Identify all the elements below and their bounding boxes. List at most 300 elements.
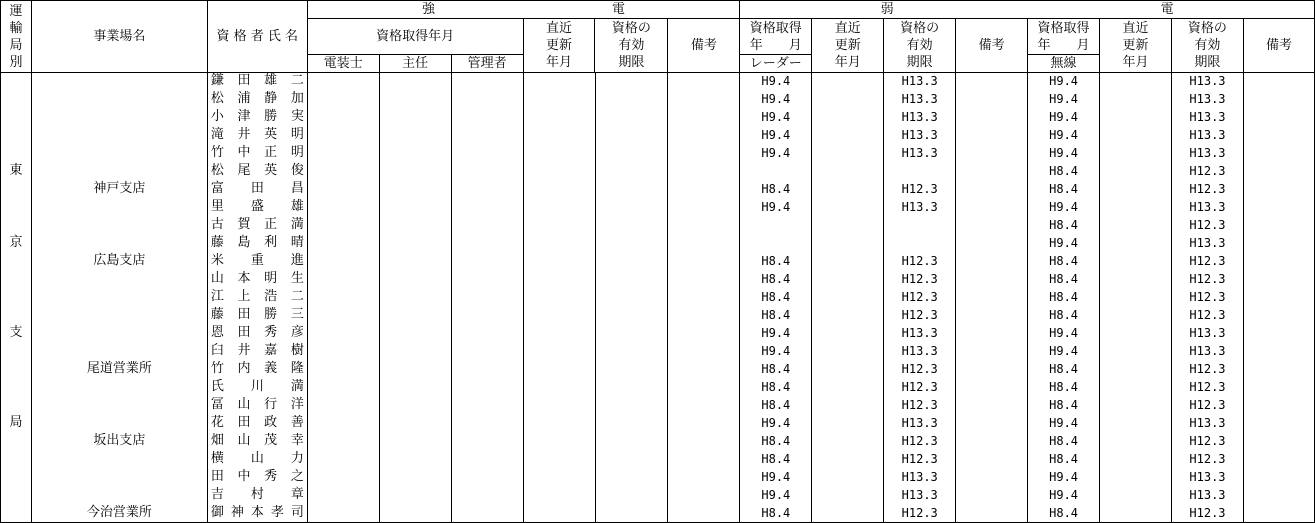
strong-cell — [668, 216, 740, 234]
radar-remark-cell — [956, 360, 1028, 378]
bureau-cell — [1, 126, 32, 144]
wireless-renew-cell — [1100, 378, 1172, 396]
radar-remark-cell — [956, 342, 1028, 360]
wireless-remark-cell — [1243, 108, 1314, 126]
strong-cell — [451, 162, 523, 180]
office-cell — [31, 270, 207, 288]
wireless-remark-cell — [1243, 450, 1314, 468]
radar-renew-cell — [812, 306, 884, 324]
radar-remark-cell — [956, 144, 1028, 162]
strong-cell — [523, 162, 595, 180]
office-cell — [31, 396, 207, 414]
strong-cell — [668, 108, 740, 126]
strong-cell — [523, 216, 595, 234]
office-header: 事業場名 — [31, 1, 207, 73]
wireless-acquired-cell: H8.4 — [1028, 306, 1100, 324]
strong-renew-header: 直近 更新 年月 — [523, 19, 595, 73]
table-row — [1, 180, 1315, 198]
strong-cell — [307, 198, 379, 216]
radar-renew-cell — [812, 216, 884, 234]
wireless-renew-cell — [1100, 234, 1172, 252]
wireless-renew-cell — [1100, 180, 1172, 198]
strong-cell — [523, 126, 595, 144]
radar-acquired-cell: H9.4 — [740, 72, 812, 90]
radar-acquired-cell: H9.4 — [740, 342, 812, 360]
strong-cell — [451, 342, 523, 360]
radar-renew-cell — [812, 72, 884, 90]
wireless-renew-cell — [1100, 72, 1172, 90]
wireless-acquired-cell: H8.4 — [1028, 216, 1100, 234]
strong-cell — [307, 108, 379, 126]
qualifier-name: 畑山茂幸 — [207, 432, 307, 450]
strong-cell — [451, 324, 523, 342]
strong-cell — [307, 432, 379, 450]
strong-cell — [451, 468, 523, 486]
qualifier-name: 松浦静加 — [207, 90, 307, 108]
strong-cell — [668, 234, 740, 252]
wireless-valid-cell: H12.3 — [1171, 288, 1243, 306]
bureau-cell — [1, 180, 32, 198]
strong-cell — [379, 144, 451, 162]
wireless-renew-cell — [1100, 504, 1172, 523]
radar-valid-cell: H13.3 — [884, 90, 956, 108]
qualifier-name: 竹中正明 — [207, 144, 307, 162]
qualifier-name: 古賀正満 — [207, 216, 307, 234]
strong-cell — [523, 270, 595, 288]
wireless-valid-cell: H13.3 — [1171, 108, 1243, 126]
strong-cell — [523, 234, 595, 252]
wireless-valid-cell: H12.3 — [1171, 396, 1243, 414]
wireless-valid-cell: H13.3 — [1171, 144, 1243, 162]
table-row — [1, 450, 1315, 468]
qualifier-name: 鎌田雄二 — [207, 72, 307, 90]
wireless-valid-cell: H12.3 — [1171, 180, 1243, 198]
bureau-cell — [1, 504, 32, 523]
radar-renew-cell — [812, 162, 884, 180]
strong-cell — [307, 288, 379, 306]
strong-remark-header: 備考 — [668, 19, 740, 73]
strong-cell — [451, 216, 523, 234]
strong-cell — [451, 270, 523, 288]
wireless-renew-cell — [1100, 288, 1172, 306]
wireless-renew-cell — [1100, 162, 1172, 180]
strong-cell — [523, 180, 595, 198]
strong-cell — [668, 432, 740, 450]
table-row — [1, 486, 1315, 504]
office-cell: 今治営業所 — [31, 504, 207, 523]
bureau-cell — [1, 72, 32, 90]
office-cell: 坂出支店 — [31, 432, 207, 450]
qualifier-name: 米重進 — [207, 252, 307, 270]
radar-acquired-cell: H9.4 — [740, 486, 812, 504]
wireless-remark-cell — [1243, 360, 1314, 378]
strong-cell — [307, 126, 379, 144]
wireless-remark-cell — [1243, 504, 1314, 523]
chief-header: 主任 — [379, 55, 451, 73]
strong-cell — [523, 144, 595, 162]
qualifier-name: 藤島利晴 — [207, 234, 307, 252]
strong-cell — [451, 72, 523, 90]
radar-remark-cell — [956, 216, 1028, 234]
strong-cell — [307, 180, 379, 198]
table-row — [1, 324, 1315, 342]
wireless-remark-cell — [1243, 234, 1314, 252]
table-row — [1, 144, 1315, 162]
strong-cell — [379, 270, 451, 288]
strong-cell — [379, 180, 451, 198]
wireless-remark-cell — [1243, 324, 1314, 342]
strong-cell — [523, 450, 595, 468]
wireless-renew-cell — [1100, 468, 1172, 486]
radar-valid-cell: H12.3 — [884, 450, 956, 468]
strong-cell — [668, 324, 740, 342]
radar-remark-cell — [956, 198, 1028, 216]
strong-cell — [451, 396, 523, 414]
radar-renew-cell — [812, 414, 884, 432]
table-row — [1, 162, 1315, 180]
wireless-remark-cell — [1243, 414, 1314, 432]
strong-cell — [379, 468, 451, 486]
wireless-acquired-cell: H9.4 — [1028, 324, 1100, 342]
wireless-acquired-header: 資格取得 年 月 無線 — [1028, 19, 1100, 73]
wireless-acquired-cell: H8.4 — [1028, 396, 1100, 414]
qualifier-name: 田中秀之 — [207, 468, 307, 486]
strong-cell — [595, 144, 668, 162]
radar-renew-cell — [812, 360, 884, 378]
wireless-acquired-cell: H9.4 — [1028, 198, 1100, 216]
radar-renew-cell — [812, 378, 884, 396]
radar-valid-cell: H13.3 — [884, 108, 956, 126]
radar-remark-cell — [956, 288, 1028, 306]
wireless-remark-cell — [1243, 396, 1314, 414]
radar-acquired-cell: H9.4 — [740, 126, 812, 144]
strong-cell — [451, 414, 523, 432]
strong-cell — [668, 252, 740, 270]
wireless-acquired-cell: H9.4 — [1028, 72, 1100, 90]
strong-cell — [451, 504, 523, 523]
strong-cell — [379, 72, 451, 90]
strong-cell — [668, 378, 740, 396]
strong-cell — [451, 90, 523, 108]
strong-cell — [668, 288, 740, 306]
strong-cell — [379, 306, 451, 324]
strong-cell — [379, 108, 451, 126]
radar-renew-cell — [812, 432, 884, 450]
wireless-acquired-cell: H8.4 — [1028, 270, 1100, 288]
strong-cell — [595, 342, 668, 360]
strong-cell — [307, 270, 379, 288]
wireless-remark-cell — [1243, 432, 1314, 450]
strong-cell — [595, 378, 668, 396]
strong-cell — [595, 216, 668, 234]
strong-cell — [595, 360, 668, 378]
radar-acquired-cell: H9.4 — [740, 198, 812, 216]
strong-cell — [668, 486, 740, 504]
strong-cell — [307, 216, 379, 234]
strong-cell — [668, 414, 740, 432]
office-cell — [31, 324, 207, 342]
wireless-renew-cell — [1100, 396, 1172, 414]
radar-acquired-cell: H8.4 — [740, 180, 812, 198]
strong-cell — [595, 306, 668, 324]
wireless-renew-cell — [1100, 126, 1172, 144]
wireless-valid-cell: H13.3 — [1171, 342, 1243, 360]
electrician-header: 電装士 — [307, 55, 379, 73]
qualifier-name: 横山力 — [207, 450, 307, 468]
wireless-acquired-cell: H9.4 — [1028, 90, 1100, 108]
table-row — [1, 468, 1315, 486]
wireless-remark-cell — [1243, 180, 1314, 198]
radar-acquired-cell: H8.4 — [740, 288, 812, 306]
wireless-remark-cell — [1243, 162, 1314, 180]
wireless-acquired-cell: H8.4 — [1028, 252, 1100, 270]
strong-cell — [307, 504, 379, 523]
strong-cell — [307, 144, 379, 162]
strong-cell — [595, 504, 668, 523]
office-cell: 広島支店 — [31, 252, 207, 270]
wireless-renew-cell — [1100, 252, 1172, 270]
qualifier-name: 小津勝実 — [207, 108, 307, 126]
strong-cell — [668, 450, 740, 468]
manager-header: 管理者 — [451, 55, 523, 73]
wireless-valid-cell: H12.3 — [1171, 252, 1243, 270]
radar-valid-header: 資格の 有効 期限 — [884, 19, 956, 73]
office-cell — [31, 126, 207, 144]
radar-valid-cell: H12.3 — [884, 288, 956, 306]
wireless-valid-cell: H12.3 — [1171, 306, 1243, 324]
wireless-renew-cell — [1100, 144, 1172, 162]
strong-cell — [668, 360, 740, 378]
radar-renew-cell — [812, 180, 884, 198]
strong-cell — [668, 396, 740, 414]
radar-valid-cell: H13.3 — [884, 72, 956, 90]
wireless-acquired-cell: H9.4 — [1028, 144, 1100, 162]
strong-cell — [668, 126, 740, 144]
radar-renew-cell — [812, 288, 884, 306]
wireless-remark-cell — [1243, 270, 1314, 288]
strong-cell — [379, 360, 451, 378]
strong-cell — [307, 324, 379, 342]
strong-cell — [523, 72, 595, 90]
table-row — [1, 504, 1315, 523]
bureau-header: 運 輸 局 別 — [1, 1, 32, 73]
strong-cell — [451, 450, 523, 468]
strong-cell — [595, 432, 668, 450]
radar-remark-cell — [956, 108, 1028, 126]
wireless-acquired-cell: H9.4 — [1028, 342, 1100, 360]
wireless-renew-cell — [1100, 432, 1172, 450]
table-row — [1, 198, 1315, 216]
radar-valid-cell: H13.3 — [884, 198, 956, 216]
bureau-cell — [1, 270, 32, 288]
strong-cell — [523, 468, 595, 486]
wireless-remark-cell — [1243, 342, 1314, 360]
radar-remark-cell — [956, 234, 1028, 252]
strong-cell — [523, 90, 595, 108]
radar-renew-cell — [812, 198, 884, 216]
strong-cell — [523, 252, 595, 270]
radar-valid-cell: H12.3 — [884, 378, 956, 396]
strong-cell — [523, 378, 595, 396]
office-cell — [31, 414, 207, 432]
strong-cell — [595, 198, 668, 216]
qualifier-header: 資 格 者 氏 名 — [207, 1, 307, 73]
radar-valid-cell — [884, 234, 956, 252]
radar-renew-cell — [812, 486, 884, 504]
wireless-renew-cell — [1100, 450, 1172, 468]
strong-cell — [451, 432, 523, 450]
radar-remark-cell — [956, 306, 1028, 324]
wireless-valid-cell: H12.3 — [1171, 270, 1243, 288]
strong-cell — [523, 288, 595, 306]
strong-cell — [379, 252, 451, 270]
strong-cell — [379, 378, 451, 396]
strong-cell — [307, 360, 379, 378]
radar-acquired-cell: H8.4 — [740, 432, 812, 450]
wireless-valid-cell: H12.3 — [1171, 378, 1243, 396]
bureau-cell — [1, 216, 32, 234]
wireless-valid-cell: H13.3 — [1171, 126, 1243, 144]
office-cell — [31, 288, 207, 306]
strong-cell — [307, 162, 379, 180]
table-row — [1, 396, 1315, 414]
radar-acquired-cell: H8.4 — [740, 360, 812, 378]
strong-cell — [523, 360, 595, 378]
wireless-renew-cell — [1100, 306, 1172, 324]
radar-acquired-cell: H8.4 — [740, 306, 812, 324]
wireless-remark-cell — [1243, 126, 1314, 144]
strong-cell — [379, 234, 451, 252]
radar-valid-cell: H13.3 — [884, 342, 956, 360]
radar-renew-cell — [812, 324, 884, 342]
radar-valid-cell — [884, 162, 956, 180]
bureau-cell — [1, 288, 32, 306]
strong-cell — [451, 306, 523, 324]
strong-valid-header: 資格の 有効 期限 — [595, 19, 668, 73]
wireless-remark-cell — [1243, 144, 1314, 162]
wireless-renew-cell — [1100, 270, 1172, 288]
qualifier-name: 江上浩二 — [207, 288, 307, 306]
table-row — [1, 360, 1315, 378]
strong-cell — [451, 180, 523, 198]
radar-valid-cell: H13.3 — [884, 324, 956, 342]
strong-cell — [379, 288, 451, 306]
radar-acquired-cell: H8.4 — [740, 504, 812, 523]
office-cell — [31, 144, 207, 162]
radar-acquired-cell: H9.4 — [740, 324, 812, 342]
strong-cell — [451, 360, 523, 378]
radar-renew-header: 直近 更新 年月 — [812, 19, 884, 73]
wireless-remark-cell — [1243, 306, 1314, 324]
strong-cell — [451, 126, 523, 144]
bureau-cell — [1, 378, 32, 396]
wireless-acquired-cell: H8.4 — [1028, 360, 1100, 378]
radar-acquired-cell — [740, 162, 812, 180]
wireless-remark-cell — [1243, 468, 1314, 486]
strong-cell — [668, 270, 740, 288]
table-row — [1, 216, 1315, 234]
radar-acquired-cell — [740, 216, 812, 234]
qualifier-name: 里盛雄 — [207, 198, 307, 216]
radar-valid-cell: H13.3 — [884, 144, 956, 162]
wireless-acquired-cell: H8.4 — [1028, 432, 1100, 450]
strong-cell — [451, 234, 523, 252]
qualifier-name: 滝井英明 — [207, 126, 307, 144]
strong-cell — [379, 504, 451, 523]
strong-cell — [668, 72, 740, 90]
qualifier-name: 藤田勝三 — [207, 306, 307, 324]
strong-cell — [668, 306, 740, 324]
wireless-remark-header: 備考 — [1243, 19, 1314, 73]
radar-renew-cell — [812, 270, 884, 288]
qualifier-name: 恩田秀彦 — [207, 324, 307, 342]
table-row — [1, 126, 1315, 144]
radar-acquired-cell: H9.4 — [740, 108, 812, 126]
wireless-renew-cell — [1100, 198, 1172, 216]
radar-acquired-cell: H9.4 — [740, 90, 812, 108]
office-cell — [31, 234, 207, 252]
strong-cell — [595, 108, 668, 126]
qualifier-name: 臼井嘉樹 — [207, 342, 307, 360]
roster-table — [0, 72, 1315, 523]
strong-cell — [379, 396, 451, 414]
strong-cell — [523, 432, 595, 450]
strong-cell — [307, 234, 379, 252]
strong-cell — [379, 450, 451, 468]
table-row — [1, 72, 1315, 90]
strong-cell — [595, 90, 668, 108]
radar-renew-cell — [812, 234, 884, 252]
strong-cell — [523, 414, 595, 432]
qualifier-name: 氏川満 — [207, 378, 307, 396]
strong-cell — [451, 378, 523, 396]
bureau-cell — [1, 450, 32, 468]
qualifier-name: 御神本孝司 — [207, 504, 307, 523]
wireless-renew-cell — [1100, 414, 1172, 432]
radar-valid-cell: H12.3 — [884, 306, 956, 324]
strong-cell — [595, 270, 668, 288]
radar-valid-cell: H12.3 — [884, 396, 956, 414]
radar-renew-cell — [812, 396, 884, 414]
wireless-remark-cell — [1243, 378, 1314, 396]
radar-valid-cell: H12.3 — [884, 270, 956, 288]
wireless-acquired-cell: H9.4 — [1028, 486, 1100, 504]
radar-valid-cell: H12.3 — [884, 252, 956, 270]
strong-cell — [595, 72, 668, 90]
radar-remark-cell — [956, 90, 1028, 108]
bureau-cell: 京 — [1, 234, 32, 252]
wireless-valid-cell: H13.3 — [1171, 198, 1243, 216]
radar-acquired-cell: H8.4 — [740, 396, 812, 414]
strong-cell — [595, 252, 668, 270]
office-cell — [31, 198, 207, 216]
strong-cell — [595, 162, 668, 180]
header-table — [0, 0, 1315, 73]
strong-cell — [379, 126, 451, 144]
radar-valid-cell: H13.3 — [884, 486, 956, 504]
strong-cell — [668, 180, 740, 198]
radar-renew-cell — [812, 504, 884, 523]
radar-remark-cell — [956, 432, 1028, 450]
strong-cell — [668, 162, 740, 180]
table-row — [1, 306, 1315, 324]
radar-valid-cell: H12.3 — [884, 180, 956, 198]
wireless-valid-cell: H12.3 — [1171, 504, 1243, 523]
radar-valid-cell: H13.3 — [884, 414, 956, 432]
wireless-renew-cell — [1100, 108, 1172, 126]
wireless-valid-cell: H13.3 — [1171, 234, 1243, 252]
strong-cell — [307, 450, 379, 468]
